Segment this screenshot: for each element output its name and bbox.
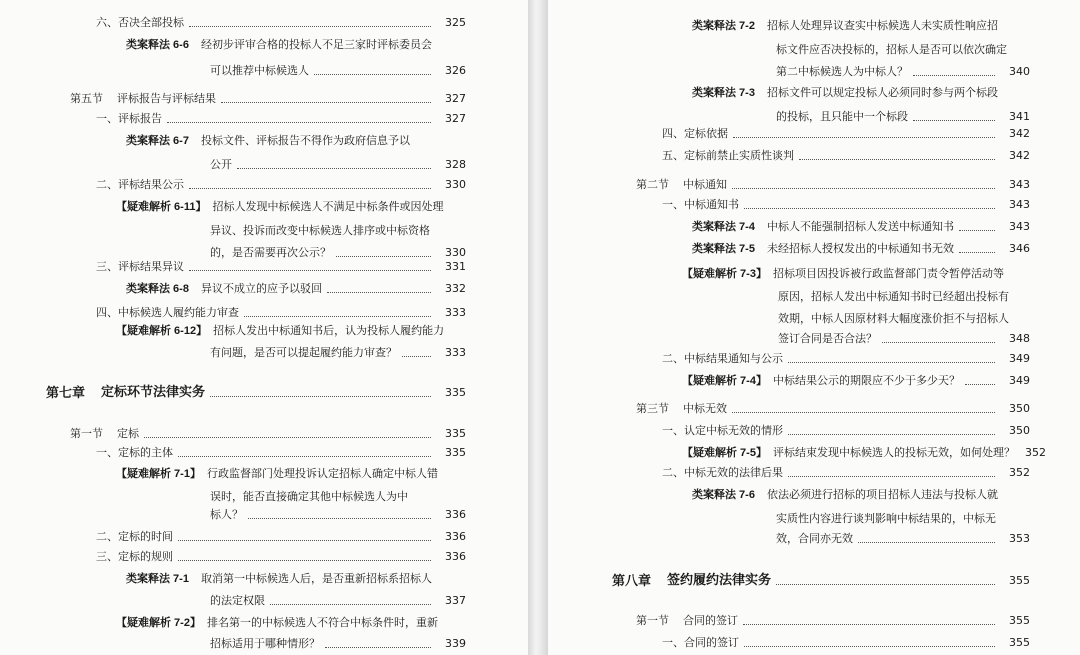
toc-entry xyxy=(548,108,1080,126)
case-label: 类案释法 7-3 xyxy=(692,87,755,99)
page-number: 343 xyxy=(1009,178,1030,191)
toc-entry xyxy=(0,384,528,402)
toc-entry xyxy=(548,486,1080,504)
dot-leader xyxy=(965,384,995,385)
case-label: 类案释法 6-8 xyxy=(126,283,189,295)
toc-entry-text: 一、定标的主体 xyxy=(96,446,173,459)
toc-entry xyxy=(0,425,528,443)
dot-leader xyxy=(178,456,431,457)
toc-entry xyxy=(548,41,1080,59)
toc-entry-text: 中标无效 xyxy=(683,402,727,415)
dot-leader xyxy=(744,208,995,209)
toc-entry xyxy=(548,125,1080,143)
toc-entry xyxy=(548,350,1080,368)
dot-leader xyxy=(189,270,431,271)
toc-entry-text: 原因，招标人发出中标通知书时已经超出投标有 xyxy=(778,290,1009,303)
toc-entry xyxy=(0,304,528,322)
toc-entry xyxy=(548,218,1080,236)
dot-leader xyxy=(733,137,995,138)
page-number: 339 xyxy=(445,637,466,650)
toc-entry-text: 的投标，且只能中一个标段 xyxy=(776,110,908,123)
dot-leader xyxy=(210,396,431,397)
difficulty-label: 【疑难解析 7-1】 xyxy=(116,468,201,480)
heading-label: 第五节 xyxy=(70,92,103,105)
toc-entry xyxy=(548,612,1080,630)
case-label: 类案释法 7-1 xyxy=(126,573,189,585)
page-number: 352 xyxy=(1024,446,1046,459)
toc-entry xyxy=(548,288,1080,306)
page-number: 340 xyxy=(1009,65,1030,78)
page-number: 350 xyxy=(1009,402,1030,415)
dot-leader xyxy=(221,102,431,103)
page-number: 335 xyxy=(445,386,466,399)
toc-entry xyxy=(548,310,1080,328)
page-number: 355 xyxy=(1009,574,1030,587)
toc-entry xyxy=(548,84,1080,102)
toc-entry xyxy=(548,147,1080,165)
dot-leader xyxy=(336,256,431,257)
toc-entry-text: 投标文件、评标报告不得作为政府信息予以 xyxy=(200,134,410,147)
book-gutter xyxy=(528,0,548,655)
difficulty-label: 【疑难解析 7-2】 xyxy=(116,617,201,629)
toc-page-right xyxy=(548,0,1080,655)
dot-leader xyxy=(788,476,995,477)
toc-entry-text: 实质性内容进行谈判影响中标结果的，中标无 xyxy=(776,512,996,525)
page-number: 343 xyxy=(1009,198,1030,211)
toc-entry-text: 标人？ xyxy=(210,508,243,521)
toc-entry-text: 定标环节法律实务 xyxy=(101,385,206,400)
toc-entry-text: 评标结束发现中标候选人的投标无效，如何处理？ xyxy=(772,446,1015,459)
toc-entry xyxy=(548,400,1080,418)
dot-leader xyxy=(959,252,995,253)
dot-leader xyxy=(858,542,995,543)
heading-label: 第二节 xyxy=(636,178,669,191)
page-number: 327 xyxy=(445,92,466,105)
toc-entry-text: 中标通知 xyxy=(683,178,727,191)
toc-entry xyxy=(0,14,528,32)
difficulty-label: 【疑难解析 7-3】 xyxy=(682,268,767,280)
page-number: 325 xyxy=(445,16,466,29)
page-number: 328 xyxy=(445,158,466,171)
toc-entry-text: 排名第一的中标候选人不符合中标条件时，重新 xyxy=(206,616,438,629)
toc-entry xyxy=(0,614,528,632)
toc-entry-text: 评标报告与评标结果 xyxy=(117,92,216,105)
toc-entry-text: 第二中标候选人为中标人？ xyxy=(776,65,908,78)
toc-entry-text: 有问题，是否可以提起履约能力审查？ xyxy=(210,346,397,359)
heading-label: 第一节 xyxy=(70,427,103,440)
page-number: 353 xyxy=(1009,532,1030,545)
page-number: 349 xyxy=(1009,374,1030,387)
dot-leader xyxy=(178,560,431,561)
toc-entry xyxy=(0,36,528,54)
page-number: 341 xyxy=(1009,110,1030,123)
page-number: 333 xyxy=(445,306,466,319)
toc-entry xyxy=(0,132,528,150)
dot-leader xyxy=(882,342,995,343)
toc-entry-text: 可以推荐中标候选人 xyxy=(210,64,309,77)
toc-entry xyxy=(548,240,1080,258)
page-number: 335 xyxy=(445,446,466,459)
toc-entry-text: 招标人处理异议查实中标候选人未实质性响应招 xyxy=(766,19,998,32)
toc-entry-text: 一、评标报告 xyxy=(96,112,162,125)
toc-entry xyxy=(0,465,528,483)
toc-entry xyxy=(0,198,528,216)
dot-leader xyxy=(189,26,431,27)
toc-entry-text: 招标文件可以规定投标人必须同时参与两个标段 xyxy=(766,86,998,99)
toc-entry-text: 行政监督部门处理投诉认定招标人确定中标人错 xyxy=(206,467,438,480)
toc-entry xyxy=(548,464,1080,482)
toc-page-left xyxy=(0,0,528,655)
toc-entry xyxy=(548,572,1080,590)
toc-entry-text: 招标人发出中标通知书后，认为投标人履约能力 xyxy=(213,324,445,337)
dot-leader xyxy=(237,168,431,169)
dot-leader xyxy=(799,159,995,160)
toc-entry-text: 招标人发现中标候选人不满足中标条件或因处理 xyxy=(212,200,444,213)
toc-entry-text: 效期，中标人因原材料大幅度涨价拒不与招标人 xyxy=(778,312,1009,325)
toc-entry xyxy=(548,196,1080,214)
toc-entry-text: 经初步评审合格的投标人不足三家时评标委员会 xyxy=(200,38,432,51)
toc-entry xyxy=(0,222,528,240)
toc-entry xyxy=(0,635,528,653)
toc-entry xyxy=(548,634,1080,652)
heading-label: 第一节 xyxy=(636,614,669,627)
dot-leader xyxy=(144,437,431,438)
toc-entry-text: 中标结果公示的期限应不少于多少天？ xyxy=(772,374,960,387)
toc-entry-text: 签约履约法律实务 xyxy=(667,573,772,588)
dot-leader xyxy=(732,412,995,413)
toc-entry-text: 六、否决全部投标 xyxy=(96,16,184,29)
case-label: 类案释法 6-7 xyxy=(126,135,189,147)
toc-entry-text: 合同的签订 xyxy=(683,614,738,627)
toc-entry-text: 一、认定中标无效的情形 xyxy=(662,424,783,437)
toc-entry xyxy=(548,17,1080,35)
dot-leader xyxy=(959,230,995,231)
dot-leader xyxy=(325,647,431,648)
dot-leader xyxy=(402,356,431,357)
toc-entry xyxy=(0,110,528,128)
toc-entry xyxy=(0,592,528,610)
toc-entry xyxy=(548,444,1080,462)
toc-entry-text: 招标项目因投诉被行政监督部门责令暂停活动等 xyxy=(772,267,1004,280)
page-number: 342 xyxy=(1009,149,1030,162)
dot-leader xyxy=(270,604,431,605)
page-number: 327 xyxy=(445,112,466,125)
toc-entry-text: 一、合同的签订 xyxy=(662,636,739,649)
page-number: 333 xyxy=(445,346,466,359)
toc-entry-text: 取消第一中标候选人后，是否重新招标系招标人 xyxy=(200,572,432,585)
page-number: 346 xyxy=(1009,242,1030,255)
dot-leader xyxy=(167,122,431,123)
page-number: 352 xyxy=(1009,466,1030,479)
toc-entry-text: 三、定标的规则 xyxy=(96,550,173,563)
toc-entry-text: 异议不成立的应予以驳回 xyxy=(200,282,322,295)
toc-entry-text: 的法定权限 xyxy=(210,594,265,607)
heading-label: 第七章 xyxy=(46,385,86,400)
toc-entry-text: 公开 xyxy=(210,158,232,171)
page-number: 349 xyxy=(1009,352,1030,365)
toc-entry-text: 效，合同亦无效 xyxy=(776,532,853,545)
page-number: 355 xyxy=(1009,614,1030,627)
page-number: 337 xyxy=(445,594,466,607)
toc-entry-text: 四、定标依据 xyxy=(662,127,728,140)
toc-entry-text: 定标 xyxy=(117,427,139,440)
toc-entry xyxy=(548,372,1080,390)
toc-entry-text: 二、中标无效的法律后果 xyxy=(662,466,783,479)
dot-leader xyxy=(248,518,431,519)
dot-leader xyxy=(314,74,431,75)
toc-entry xyxy=(0,506,528,524)
page-number: 335 xyxy=(445,427,466,440)
toc-entry-text: 招标适用于哪种情形？ xyxy=(210,637,320,650)
toc-entry-text: 五、定标前禁止实质性谈判 xyxy=(662,149,794,162)
page-number: 326 xyxy=(445,64,466,77)
dot-leader xyxy=(244,316,431,317)
toc-entry xyxy=(548,510,1080,528)
toc-entry-text: 一、中标通知书 xyxy=(662,198,739,211)
page-number: 348 xyxy=(1009,332,1030,345)
toc-entry-text: 异议、投诉而改变中标候选人排序或中标资格 xyxy=(210,224,430,237)
case-label: 类案释法 7-4 xyxy=(692,221,755,233)
dot-leader xyxy=(788,434,995,435)
toc-entry-text: 二、评标结果公示 xyxy=(96,178,184,191)
toc-entry xyxy=(0,570,528,588)
difficulty-label: 【疑难解析 7-4】 xyxy=(682,375,767,387)
difficulty-label: 【疑难解析 6-11】 xyxy=(116,201,207,213)
case-label: 类案释法 6-6 xyxy=(126,39,189,51)
toc-entry xyxy=(548,265,1080,283)
toc-entry-text: 二、定标的时间 xyxy=(96,530,173,543)
toc-entry xyxy=(548,530,1080,548)
page-number: 331 xyxy=(445,260,466,273)
toc-entry xyxy=(0,156,528,174)
dot-leader xyxy=(913,120,995,121)
difficulty-label: 【疑难解析 7-5】 xyxy=(682,447,767,459)
page-number: 355 xyxy=(1009,636,1030,649)
toc-entry xyxy=(0,62,528,80)
case-label: 类案释法 7-5 xyxy=(692,243,755,255)
dot-leader xyxy=(732,188,995,189)
dot-leader xyxy=(189,188,431,189)
page-number: 350 xyxy=(1009,424,1030,437)
toc-entry-text: 的，是否需要再次公示？ xyxy=(210,246,331,259)
toc-entry xyxy=(548,176,1080,194)
toc-entry-text: 依法必须进行招标的项目招标人违法与投标人就 xyxy=(766,488,998,501)
toc-entry xyxy=(0,322,528,340)
page-number: 336 xyxy=(445,508,466,521)
dot-leader xyxy=(788,362,995,363)
toc-entry xyxy=(548,63,1080,81)
dot-leader xyxy=(178,540,431,541)
dot-leader xyxy=(913,75,995,76)
case-label: 类案释法 7-2 xyxy=(692,20,755,32)
heading-label: 第八章 xyxy=(612,573,652,588)
toc-entry-text: 误时，能否直接确定其他中标候选人为中 xyxy=(210,490,408,503)
toc-entry xyxy=(0,548,528,566)
page-number: 330 xyxy=(445,246,466,259)
toc-entry xyxy=(0,280,528,298)
difficulty-label: 【疑难解析 6-12】 xyxy=(116,325,208,337)
toc-entry xyxy=(0,488,528,506)
toc-entry-text: 中标人不能强制招标人发送中标通知书 xyxy=(766,220,954,233)
case-label: 类案释法 7-6 xyxy=(692,489,755,501)
page-number: 330 xyxy=(445,178,466,191)
toc-entry xyxy=(0,258,528,276)
toc-entry-text: 二、中标结果通知与公示 xyxy=(662,352,783,365)
toc-entry xyxy=(0,528,528,546)
toc-entry-text: 标文件应否决投标的，招标人是否可以依次确定 xyxy=(776,43,1007,56)
toc-entry-text: 签订合同是否合法？ xyxy=(778,332,877,345)
toc-entry-text: 四、中标候选人履约能力审查 xyxy=(96,306,239,319)
toc-entry xyxy=(548,422,1080,440)
toc-entry xyxy=(548,330,1080,348)
page-number: 336 xyxy=(445,550,466,563)
heading-label: 第三节 xyxy=(636,402,669,415)
toc-entry xyxy=(0,444,528,462)
toc-entry-text: 三、评标结果异议 xyxy=(96,260,184,273)
dot-leader xyxy=(327,292,431,293)
page-number: 332 xyxy=(445,282,466,295)
toc-entry xyxy=(0,90,528,108)
page-number: 343 xyxy=(1009,220,1030,233)
toc-entry xyxy=(0,176,528,194)
dot-leader xyxy=(776,584,995,585)
page-number: 342 xyxy=(1009,127,1030,140)
page-number: 336 xyxy=(445,530,466,543)
dot-leader xyxy=(743,624,995,625)
toc-entry-text: 未经招标人授权发出的中标通知书无效 xyxy=(766,242,954,255)
dot-leader xyxy=(744,646,995,647)
toc-entry xyxy=(0,344,528,362)
